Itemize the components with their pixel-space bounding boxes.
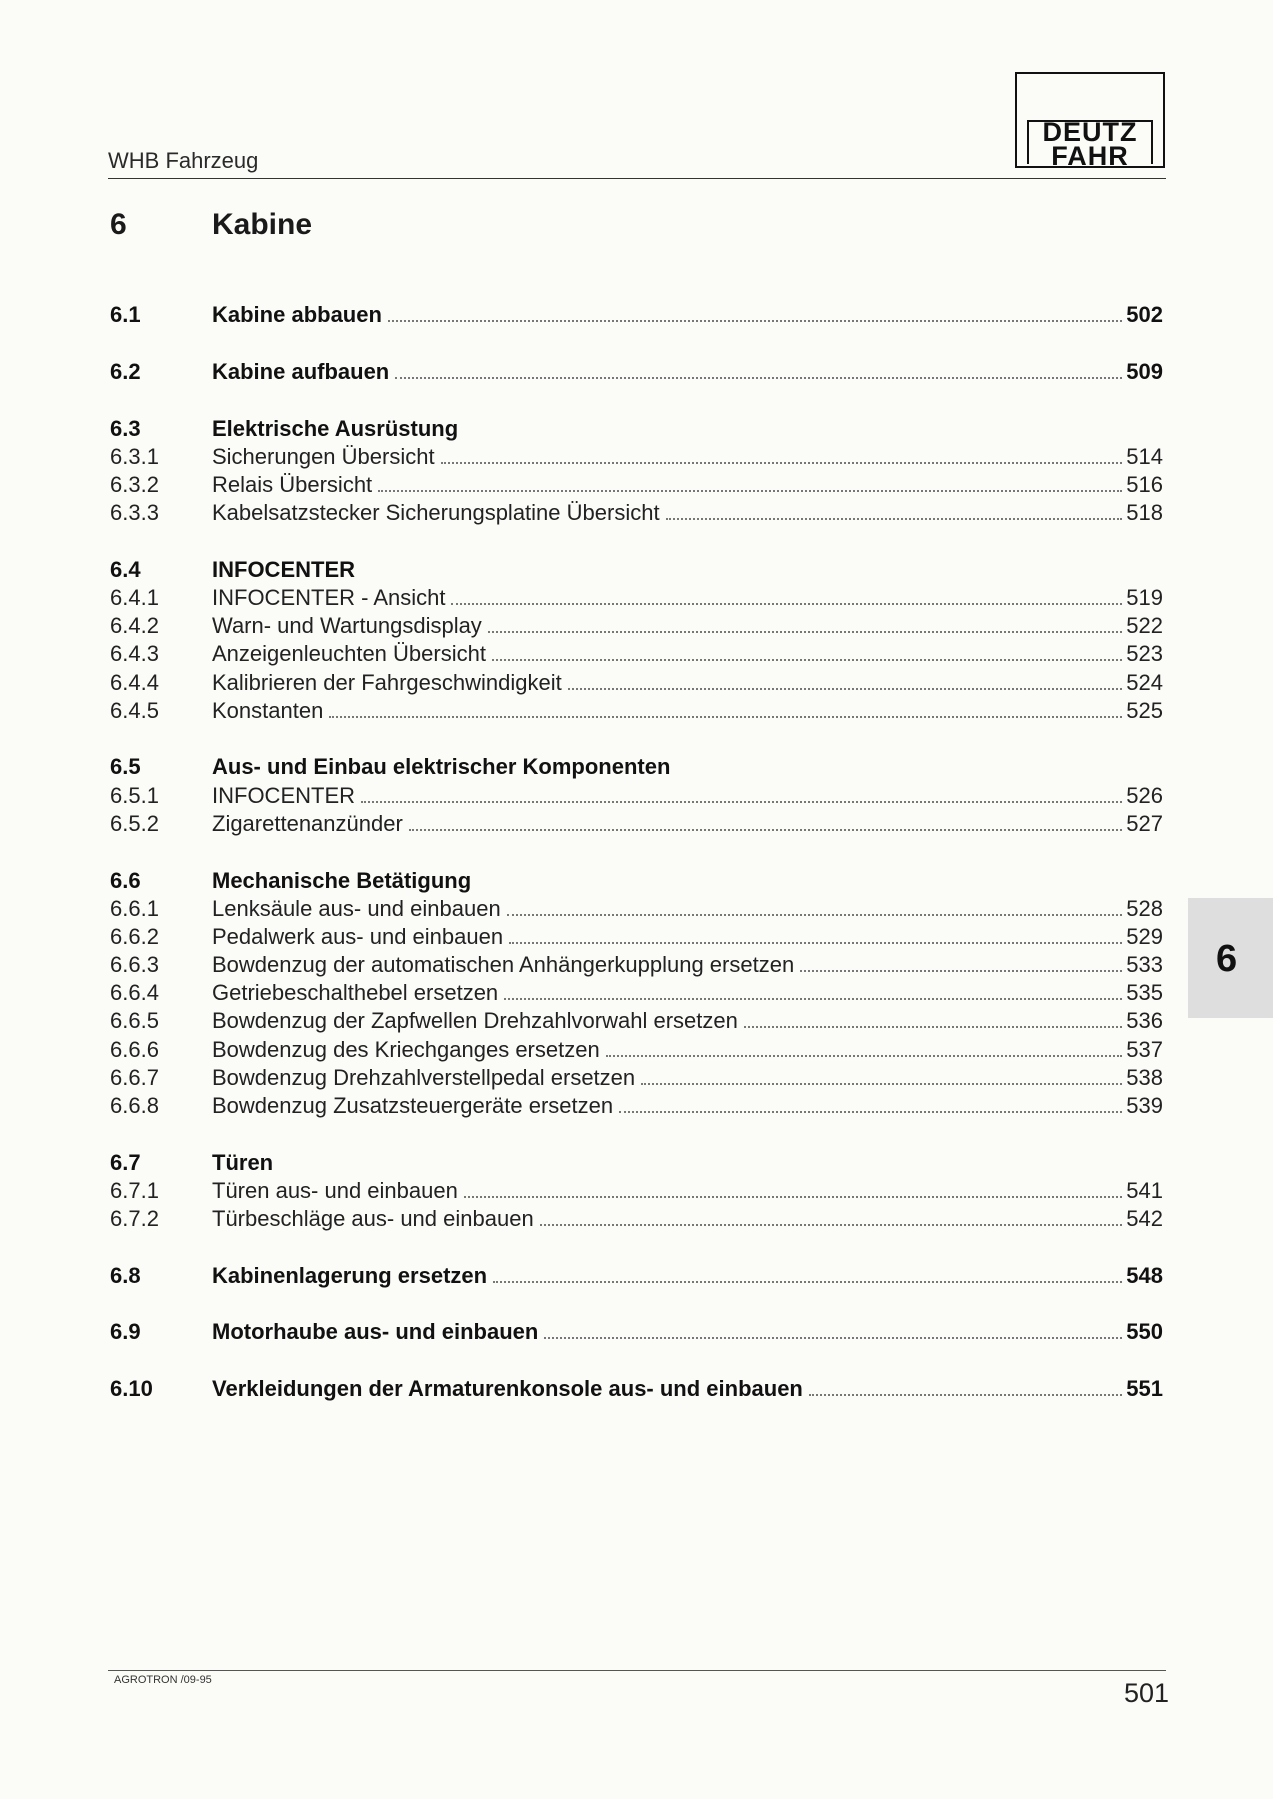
toc-dot-leader bbox=[666, 517, 1123, 520]
toc-section-row[interactable] bbox=[110, 752, 1163, 780]
toc-entry-number: 6.6.8 bbox=[110, 1093, 159, 1118]
toc-spacer bbox=[110, 526, 1163, 555]
toc-dot-leader bbox=[606, 1054, 1123, 1057]
toc-entry-number: 6.6.3 bbox=[110, 952, 159, 978]
toc-entry-page: 524 bbox=[1126, 669, 1163, 695]
toc-subsection-row[interactable] bbox=[110, 978, 1163, 1006]
toc-subsection-row[interactable] bbox=[110, 583, 1163, 611]
toc-entry-number: 6.6.2 bbox=[110, 923, 159, 949]
toc-subsection-row[interactable] bbox=[110, 780, 1163, 808]
toc-entry-title: Aus- und Einbau elektrischer Komponenten bbox=[212, 754, 671, 780]
footer-rule bbox=[108, 1670, 1166, 1671]
toc-entry-title: Kabine aufbauen bbox=[212, 358, 390, 384]
toc-entry-title: Mechanische Betätigung bbox=[212, 867, 472, 893]
toc-spacer bbox=[110, 1119, 1163, 1148]
toc-entry-page: 551 bbox=[1126, 1376, 1163, 1402]
toc-entry-title: Bowdenzug Zusatzsteuergeräte ersetzen bbox=[212, 1093, 614, 1118]
toc-subsection-row[interactable] bbox=[110, 1204, 1163, 1232]
toc-entry-title: Verkleidungen der Armaturenkonsole aus- und einbauen bbox=[212, 1376, 803, 1402]
toc-entry-number: 6.5.1 bbox=[110, 782, 159, 808]
toc-entry-title: Lenksäule aus- und einbauen bbox=[212, 895, 501, 921]
toc-section-row[interactable] bbox=[110, 1374, 1163, 1402]
toc-entry-title: Bowdenzug der Zapfwellen Drehzahlvorwahl ersetzen bbox=[212, 1008, 738, 1034]
toc-subsection-row[interactable] bbox=[110, 442, 1163, 470]
toc-subsection-row[interactable] bbox=[110, 1034, 1163, 1062]
toc-entry-page: 502 bbox=[1126, 302, 1163, 328]
toc-section-row[interactable] bbox=[110, 1261, 1163, 1289]
toc-dot-leader bbox=[568, 687, 1123, 690]
toc-entry-page: 538 bbox=[1126, 1064, 1163, 1090]
toc-section-row[interactable] bbox=[110, 413, 1163, 441]
toc-entry-page: 529 bbox=[1126, 923, 1163, 949]
toc-section-row[interactable] bbox=[110, 1148, 1163, 1176]
toc-entry-title: Getriebeschalthebel ersetzen bbox=[212, 980, 499, 1006]
toc-entry-title: Relais Übersicht bbox=[212, 471, 373, 497]
toc-entry-page: 518 bbox=[1126, 500, 1163, 526]
toc-entry-number: 6.6.1 bbox=[110, 895, 159, 921]
toc-subsection-row[interactable] bbox=[110, 611, 1163, 639]
toc-spacer bbox=[110, 385, 1163, 414]
toc-dot-leader bbox=[378, 489, 1122, 492]
toc-entry-number: 6.5.2 bbox=[110, 810, 159, 836]
toc-entry-number: 6.3.3 bbox=[110, 500, 159, 526]
toc-spacer bbox=[110, 1345, 1163, 1374]
toc-dot-leader bbox=[329, 715, 1122, 718]
toc-entry-title: Bowdenzug des Kriechganges ersetzen bbox=[212, 1036, 600, 1062]
toc-subsection-row[interactable] bbox=[110, 696, 1163, 724]
toc-entry-title: Kabine abbauen bbox=[212, 302, 382, 328]
chapter-heading bbox=[110, 208, 312, 242]
toc-subsection-row[interactable] bbox=[110, 1091, 1163, 1119]
toc-entry-number: 6.9 bbox=[110, 1319, 141, 1345]
toc-entry-number: 6.3 bbox=[110, 415, 141, 441]
toc-entry-page: 542 bbox=[1126, 1206, 1163, 1232]
toc-entry-title: Kabelsatzstecker Sicherungsplatine Übersicht bbox=[212, 500, 660, 526]
toc-dot-leader bbox=[395, 376, 1122, 379]
toc-entry-page: 514 bbox=[1126, 443, 1163, 469]
toc-entry-page: 509 bbox=[1126, 358, 1163, 384]
toc-entry-page: 535 bbox=[1126, 980, 1163, 1006]
toc-subsection-row[interactable] bbox=[110, 1006, 1163, 1034]
toc-subsection-row[interactable] bbox=[110, 498, 1163, 526]
toc-entry-title: INFOCENTER bbox=[212, 782, 355, 808]
toc-entry-number: 6.6.5 bbox=[110, 1008, 159, 1034]
toc-subsection-row[interactable] bbox=[110, 950, 1163, 978]
toc-entry-title: Sicherungen Übersicht bbox=[212, 443, 435, 469]
toc-dot-leader bbox=[451, 602, 1122, 605]
toc-subsection-row[interactable] bbox=[110, 639, 1163, 667]
toc-entry-page: 539 bbox=[1126, 1093, 1163, 1118]
toc-subsection-row[interactable] bbox=[110, 894, 1163, 922]
header-rule bbox=[108, 178, 1166, 179]
toc-dot-leader bbox=[809, 1393, 1122, 1396]
toc-entry-title: Kabinenlagerung ersetzen bbox=[212, 1262, 488, 1288]
toc-entry-page: 533 bbox=[1126, 952, 1163, 978]
toc-entry-page: 516 bbox=[1126, 471, 1163, 497]
toc-entry-number: 6.1 bbox=[110, 302, 141, 328]
toc-section-row[interactable] bbox=[110, 357, 1163, 385]
toc-entry-number: 6.7 bbox=[110, 1149, 141, 1175]
toc-entry-title: Anzeigenleuchten Übersicht bbox=[212, 641, 486, 667]
toc-entry-number: 6.6.4 bbox=[110, 980, 159, 1006]
deutz-fahr-logo bbox=[1015, 72, 1165, 171]
toc-entry-page: 528 bbox=[1126, 895, 1163, 921]
toc-entry-page: 541 bbox=[1126, 1177, 1163, 1203]
toc-entry-title: Türen aus- und einbauen bbox=[212, 1177, 458, 1203]
toc-entry-page: 526 bbox=[1126, 782, 1163, 808]
toc-entry-number: 6.4.2 bbox=[110, 613, 159, 639]
toc-entry-number: 6.6.6 bbox=[110, 1036, 159, 1062]
toc-entry-number: 6.4 bbox=[110, 556, 141, 582]
toc-entry-number: 6.4.1 bbox=[110, 585, 159, 610]
toc-entry-title: Pedalwerk aus- und einbauen bbox=[212, 923, 504, 949]
toc-dot-leader bbox=[641, 1082, 1122, 1085]
toc-entry-page: 522 bbox=[1126, 613, 1163, 639]
toc-section-row[interactable] bbox=[110, 300, 1163, 328]
toc-entry-title: Motorhaube aus- und einbauen bbox=[212, 1319, 539, 1345]
toc-dot-leader bbox=[800, 969, 1122, 972]
toc-spacer bbox=[110, 328, 1163, 357]
toc-dot-leader bbox=[409, 828, 1122, 831]
toc-entry-title: Zigarettenanzünder bbox=[212, 810, 403, 836]
toc-spacer bbox=[110, 1289, 1163, 1318]
toc-entry-number: 6.10 bbox=[110, 1376, 153, 1402]
toc-entry-number: 6.4.3 bbox=[110, 641, 159, 667]
toc-dot-leader bbox=[441, 461, 1123, 464]
logo-line-1: DEUTZ bbox=[1042, 117, 1138, 147]
toc-entry-number: 6.3.1 bbox=[110, 443, 159, 469]
toc-dot-leader bbox=[619, 1110, 1122, 1113]
toc-entry-title: Bowdenzug der automatischen Anhängerkupplung ersetzen bbox=[212, 952, 795, 978]
toc-entry-title: Warn- und Wartungsdisplay bbox=[212, 613, 482, 639]
toc-entry-number: 6.4.4 bbox=[110, 669, 159, 695]
footer-page-number: 501 bbox=[1124, 1678, 1170, 1708]
toc-entry-title: Türbeschläge aus- und einbauen bbox=[212, 1206, 534, 1232]
header-title: WHB Fahrzeug bbox=[108, 148, 259, 173]
toc-entry-number: 6.6 bbox=[110, 867, 141, 893]
toc-entry-number: 6.2 bbox=[110, 358, 141, 384]
toc-section-row[interactable] bbox=[110, 865, 1163, 893]
toc-dot-leader bbox=[507, 913, 1123, 916]
chapter-side-tab bbox=[1188, 898, 1273, 1018]
toc-entry-title: Elektrische Ausrüstung bbox=[212, 415, 459, 441]
toc-entry-number: 6.3.2 bbox=[110, 471, 159, 497]
toc-entry-title: Kalibrieren der Fahrgeschwindigkeit bbox=[212, 669, 562, 695]
logo-line-2: FAHR bbox=[1051, 141, 1129, 171]
chapter-number: 6 bbox=[110, 208, 127, 241]
toc-entry-page: 519 bbox=[1126, 585, 1163, 610]
side-tab-label: 6 bbox=[1216, 938, 1238, 980]
toc-spacer bbox=[110, 837, 1163, 866]
toc-dot-leader bbox=[504, 997, 1122, 1000]
toc-subsection-row[interactable] bbox=[110, 667, 1163, 695]
toc-entry-number: 6.7.2 bbox=[110, 1206, 159, 1232]
toc-subsection-row[interactable] bbox=[110, 922, 1163, 950]
toc-dot-leader bbox=[744, 1025, 1122, 1028]
toc-entry-page: 525 bbox=[1126, 697, 1163, 723]
toc-entry-page: 550 bbox=[1126, 1319, 1163, 1345]
toc-entry-page: 527 bbox=[1126, 810, 1163, 836]
toc-dot-leader bbox=[544, 1336, 1122, 1339]
toc-dot-leader bbox=[464, 1195, 1122, 1198]
toc-entry-page: 523 bbox=[1126, 641, 1163, 667]
toc-spacer bbox=[110, 724, 1163, 753]
toc-section-row[interactable] bbox=[110, 555, 1163, 583]
toc-entry-title: INFOCENTER bbox=[212, 556, 355, 582]
toc-dot-leader bbox=[488, 630, 1122, 633]
chapter-title: Kabine bbox=[212, 208, 313, 241]
toc-entry-page: 537 bbox=[1126, 1036, 1163, 1062]
toc-entry-number: 6.8 bbox=[110, 1262, 141, 1288]
toc-entry-number: 6.5 bbox=[110, 754, 141, 780]
toc-entry-title: Bowdenzug Drehzahlverstellpedal ersetzen bbox=[212, 1064, 636, 1090]
toc-entry-title: INFOCENTER - Ansicht bbox=[212, 585, 446, 610]
toc-section-row[interactable] bbox=[110, 1317, 1163, 1345]
toc-dot-leader bbox=[361, 800, 1122, 803]
toc-dot-leader bbox=[388, 319, 1122, 322]
toc-entry-page: 536 bbox=[1126, 1008, 1163, 1034]
toc-spacer bbox=[110, 1232, 1163, 1261]
toc-entry-page: 548 bbox=[1126, 1262, 1163, 1288]
toc-subsection-row[interactable] bbox=[110, 1176, 1163, 1204]
toc-dot-leader bbox=[509, 941, 1122, 944]
toc-entry-number: 6.7.1 bbox=[110, 1177, 159, 1203]
toc-entry-title: Türen bbox=[212, 1149, 274, 1175]
toc-dot-leader bbox=[493, 1280, 1122, 1283]
table-of-contents bbox=[110, 300, 1163, 1402]
toc-subsection-row[interactable] bbox=[110, 809, 1163, 837]
toc-entry-title: Konstanten bbox=[212, 697, 324, 723]
toc-subsection-row[interactable] bbox=[110, 470, 1163, 498]
toc-subsection-row[interactable] bbox=[110, 1063, 1163, 1091]
toc-entry-number: 6.4.5 bbox=[110, 697, 159, 723]
toc-dot-leader bbox=[540, 1223, 1123, 1226]
footer-edition: AGROTRON /09-95 bbox=[114, 1674, 212, 1686]
toc-dot-leader bbox=[492, 658, 1122, 661]
toc-entry-number: 6.6.7 bbox=[110, 1064, 159, 1090]
